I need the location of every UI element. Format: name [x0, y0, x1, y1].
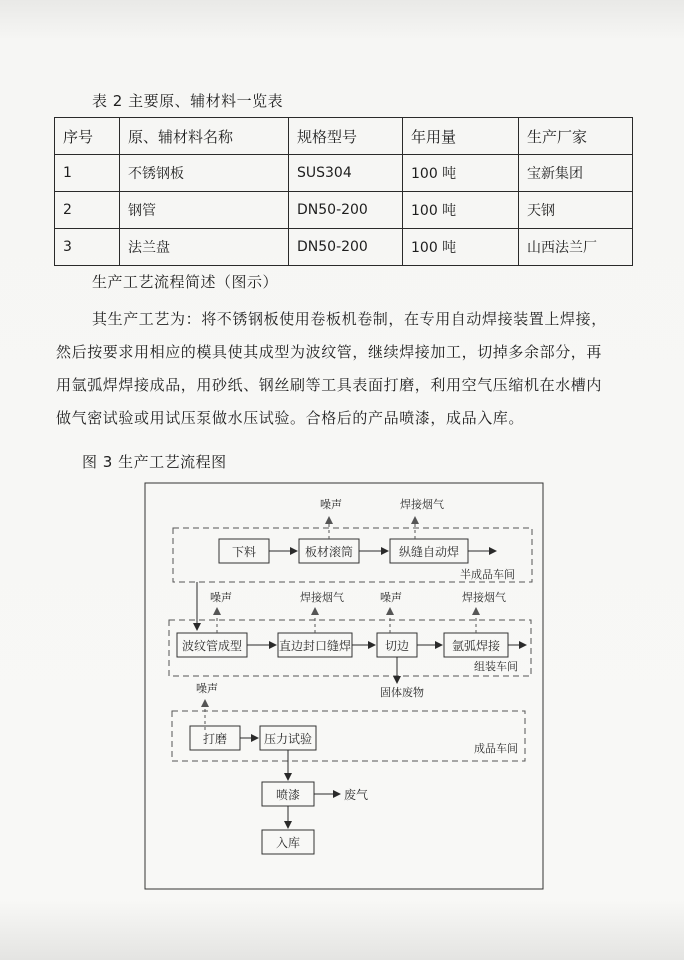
emission-fume-3: 焊接烟气 — [462, 591, 506, 604]
table-cell: 天钢 — [519, 192, 633, 229]
step-pressure-label: 压力试验 — [263, 732, 313, 746]
table-cell: 2 — [55, 192, 120, 229]
table-caption: 表 2 主要原、辅材料一览表 — [92, 92, 284, 110]
step-storage-label: 入库 — [275, 836, 301, 850]
header-cell: 规格型号 — [289, 118, 403, 155]
emission-solid-waste: 固体废物 — [380, 686, 424, 699]
header-cell: 年用量 — [403, 118, 519, 155]
header-cell: 原、辅材料名称 — [120, 118, 289, 155]
table-cell: SUS304 — [289, 155, 403, 192]
header-cell: 生产厂家 — [519, 118, 633, 155]
table-cell: 山西法兰厂 — [519, 229, 633, 266]
table-cell: 3 — [55, 229, 120, 266]
step-paint-label: 喷漆 — [275, 788, 301, 802]
paragraph-line: 其生产工艺为：将不锈钢板使用卷板机卷制，在专用自动焊接装置上焊接， — [92, 310, 607, 328]
step-rolling-label: 板材滚筒 — [304, 545, 354, 559]
process-heading: 生产工艺流程简述（图示） — [92, 273, 279, 291]
table-cell: 100 吨 — [403, 229, 519, 266]
table-cell: 不锈钢板 — [120, 155, 289, 192]
semi-workshop-label: 半成品车间 — [460, 568, 515, 581]
table-cell: 法兰盘 — [120, 229, 289, 266]
emission-noise-4: 噪声 — [196, 682, 218, 695]
table-cell: 1 — [55, 155, 120, 192]
assembly-workshop-label: 组装车间 — [474, 660, 518, 673]
table-cell: DN50-200 — [289, 229, 403, 266]
emission-exhaust: 废气 — [344, 788, 369, 802]
table-cell: 100 吨 — [403, 155, 519, 192]
paragraph-line: 用氩弧焊焊接成品，用砂纸、钢丝刷等工具表面打磨，利用空气压缩机在水槽内 — [56, 376, 603, 394]
paragraph-line: 做气密试验或用试压泵做水压试验。合格后的产品喷漆，成品入库。 — [56, 409, 525, 427]
emission-noise-3: 噪声 — [380, 591, 402, 604]
finished-workshop-label: 成品车间 — [474, 742, 518, 755]
paragraph-line: 然后按要求用相应的模具使其成型为波纹管，继续焊接加工，切掉多余部分，再 — [56, 343, 603, 361]
emission-fume-2: 焊接烟气 — [300, 591, 344, 604]
step-cutting-label: 下料 — [231, 545, 257, 559]
step-bellows-label: 波纹管成型 — [181, 639, 243, 653]
header-cell: 序号 — [55, 118, 120, 155]
emission-noise-2: 噪声 — [210, 591, 232, 604]
step-argon-label: 氩弧焊接 — [451, 639, 501, 653]
step-grind-label: 打磨 — [202, 732, 228, 746]
step-trim-label: 切边 — [384, 639, 410, 653]
figure-caption: 图 3 生产工艺流程图 — [82, 453, 227, 471]
table-cell: 钢管 — [120, 192, 289, 229]
emission-noise-1: 噪声 — [320, 498, 342, 511]
step-straight-weld-label: 直边封口缝焊 — [278, 639, 352, 653]
table-cell: 宝新集团 — [519, 155, 633, 192]
emission-fume-1: 焊接烟气 — [400, 498, 444, 511]
step-seam-weld-label: 纵缝自动焊 — [398, 545, 460, 559]
table-cell: DN50-200 — [289, 192, 403, 229]
table-cell: 100 吨 — [403, 192, 519, 229]
